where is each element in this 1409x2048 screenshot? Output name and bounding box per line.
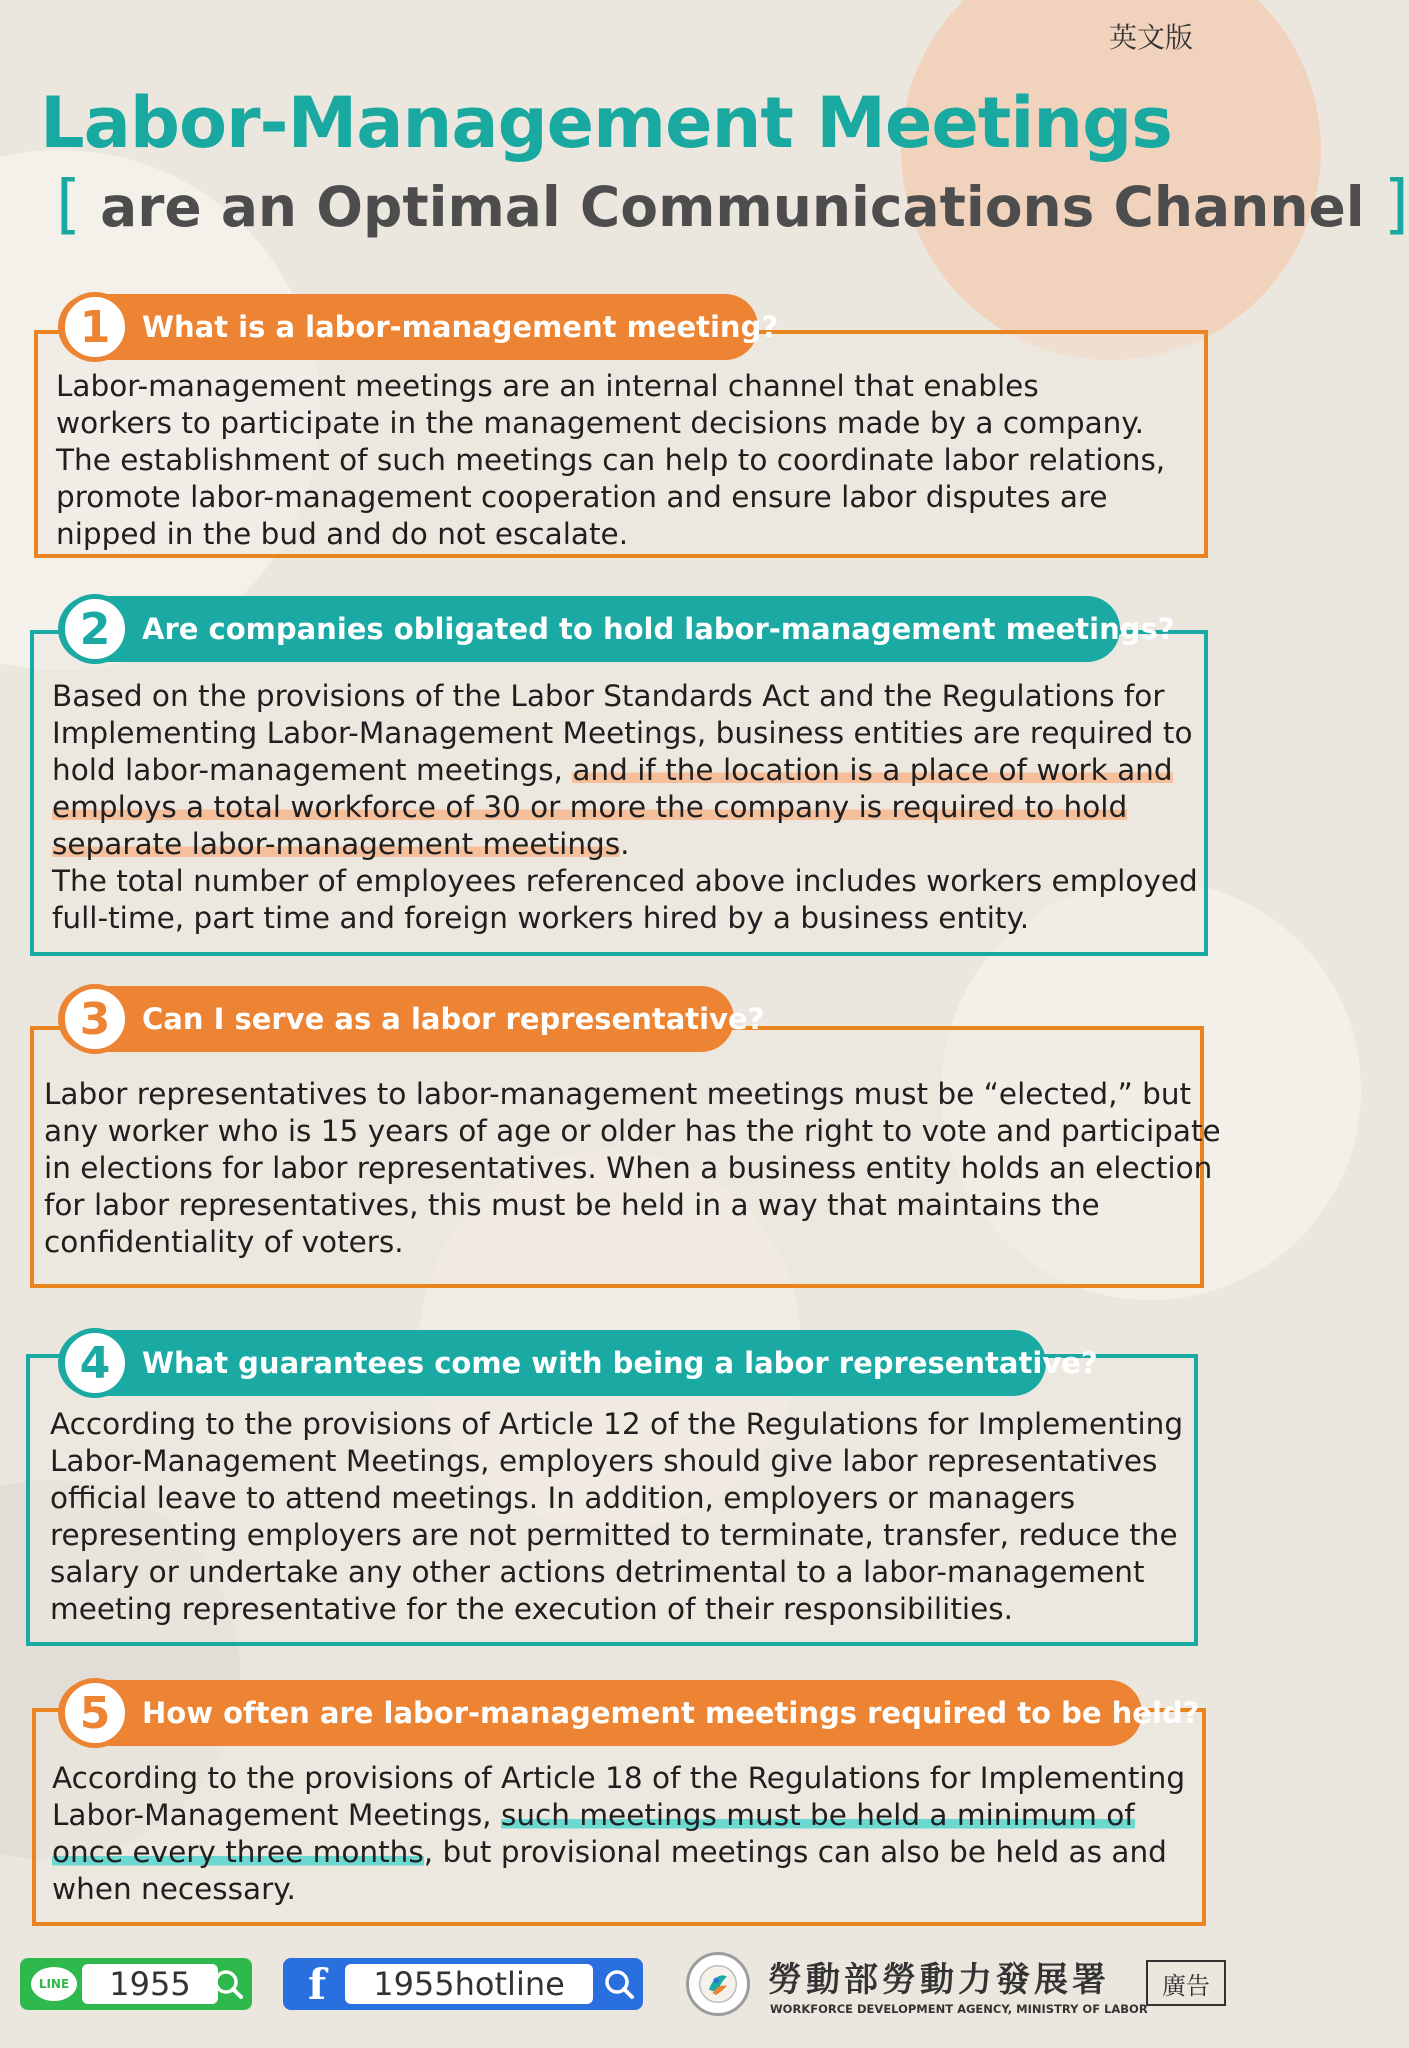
body-line: official leave to attend meetings. In addition, employers or managers xyxy=(50,1481,1076,1515)
body-line: when necessary. xyxy=(52,1872,296,1906)
body-line: any worker who is 15 years of age or older has the right to vote and participate xyxy=(44,1114,1221,1148)
section-1-number: 1 xyxy=(60,292,130,362)
body-line: Based on the provisions of the Labor Standards Act and the Regulations for xyxy=(52,679,1165,713)
ad-label: 廣告 xyxy=(1146,1960,1226,2006)
line-contact[interactable] xyxy=(20,1958,252,2010)
highlight: once every three months xyxy=(52,1835,424,1869)
section-5-body xyxy=(52,1760,1185,1908)
section-5-question: How often are labor-management meetings required to be held? xyxy=(142,1696,1200,1730)
body-line: nipped in the bud and do not escalate. xyxy=(56,517,629,551)
section-4-body xyxy=(50,1406,1183,1628)
body-line: workers to participate in the management decisions made by a company. xyxy=(56,406,1144,440)
body-line xyxy=(52,789,1198,826)
section-2-number: 2 xyxy=(60,594,130,664)
language-tag: 英文版 xyxy=(1108,21,1193,54)
body-line: The establishment of such meetings can help to coordinate labor relations, xyxy=(56,443,1166,477)
section-2-question: Are companies obligated to hold labor-management meetings? xyxy=(142,612,1175,646)
section-2-body xyxy=(52,678,1198,937)
bracket-open: [ xyxy=(56,168,81,242)
section-1-header xyxy=(58,294,779,360)
highlight: and if the location is a place of work and xyxy=(572,753,1173,787)
body-line: Implementing Labor-Management Meetings, business entities are required to xyxy=(52,716,1193,750)
body-line: promote labor-management cooperation and ensure labor disputes are xyxy=(56,480,1108,514)
section-5-header xyxy=(58,1680,1200,1746)
agency-name-en: WORKFORCE DEVELOPMENT AGENCY, MINISTRY OF LABOR xyxy=(770,2002,1148,2016)
agency-name-zh: 勞動部勞動力發展署 xyxy=(768,1960,1110,2000)
body-line: representing employers are not permitted to terminate, transfer, reduce the xyxy=(50,1518,1178,1552)
body-line: meeting representative for the execution of their responsibilities. xyxy=(50,1592,1013,1626)
line-icon: LINE xyxy=(28,1964,80,2004)
highlight: employs a total workforce of 30 or more the company is required to hold xyxy=(52,790,1128,824)
agency-logo xyxy=(686,1952,750,2016)
body-line: full-time, part time and foreign workers hired by a business entity. xyxy=(52,901,1030,935)
body-line: According to the provisions of Article 18 of the Regulations for Implementing xyxy=(52,1761,1186,1795)
section-1-question: What is a labor-management meeting? xyxy=(142,310,779,344)
section-5-number: 5 xyxy=(60,1678,130,1748)
section-1-body xyxy=(56,368,1165,553)
agency-emblem-icon xyxy=(696,1962,740,2006)
body-line: Labor-Management Meetings, employers should give labor representatives xyxy=(50,1444,1158,1478)
body-line: in elections for labor representatives. When a business entity holds an election xyxy=(44,1151,1213,1185)
facebook-id: 1955hotline xyxy=(345,1964,593,2004)
bracket-close: ] xyxy=(1383,168,1409,242)
body-line: Labor-management meetings are an internal channel that enables xyxy=(56,369,1039,403)
facebook-icon: f xyxy=(307,1959,327,2009)
body-line: confidentiality of voters. xyxy=(44,1225,404,1259)
facebook-contact[interactable] xyxy=(283,1958,643,2010)
page-title: Labor-Management Meetings xyxy=(40,82,1172,164)
body-line: hold labor-management meetings, and if the location is a place of work and xyxy=(52,753,1173,787)
highlight: separate labor-management meetings xyxy=(52,827,621,861)
section-3-header xyxy=(58,986,765,1052)
section-4-number: 4 xyxy=(60,1328,130,1398)
body-line: Labor representatives to labor-management meetings must be “elected,” but xyxy=(44,1077,1192,1111)
section-3-question: Can I serve as a labor representative? xyxy=(142,1002,765,1036)
section-4-header xyxy=(58,1330,1098,1396)
section-4-question: What guarantees come with being a labor representative? xyxy=(142,1346,1098,1380)
subtitle-text: are an Optimal Communications Channel xyxy=(100,175,1365,239)
body-line: salary or undertake any other actions detrimental to a labor-management xyxy=(50,1555,1145,1589)
search-icon[interactable] xyxy=(212,1968,244,2000)
highlight: such meetings must be held a minimum of xyxy=(500,1798,1135,1832)
search-icon[interactable] xyxy=(603,1968,635,2000)
body-line: The total number of employees referenced above includes workers employed xyxy=(52,864,1198,898)
body-line: Labor-Management Meetings, such meetings must be held a minimum of xyxy=(52,1798,1135,1832)
line-id: 1955 xyxy=(82,1964,218,2004)
body-line: once every three months, but provisional meetings can also be held as and xyxy=(52,1835,1167,1869)
section-3-number: 3 xyxy=(60,984,130,1054)
body-line: for labor representatives, this must be held in a way that maintains the xyxy=(44,1188,1100,1222)
section-3-body xyxy=(44,1076,1221,1261)
section-2-header xyxy=(58,596,1175,662)
body-line: According to the provisions of Article 12 of the Regulations for Implementing xyxy=(50,1407,1184,1441)
body-line: separate labor-management meetings. xyxy=(52,827,630,861)
page-subtitle xyxy=(56,168,1409,242)
